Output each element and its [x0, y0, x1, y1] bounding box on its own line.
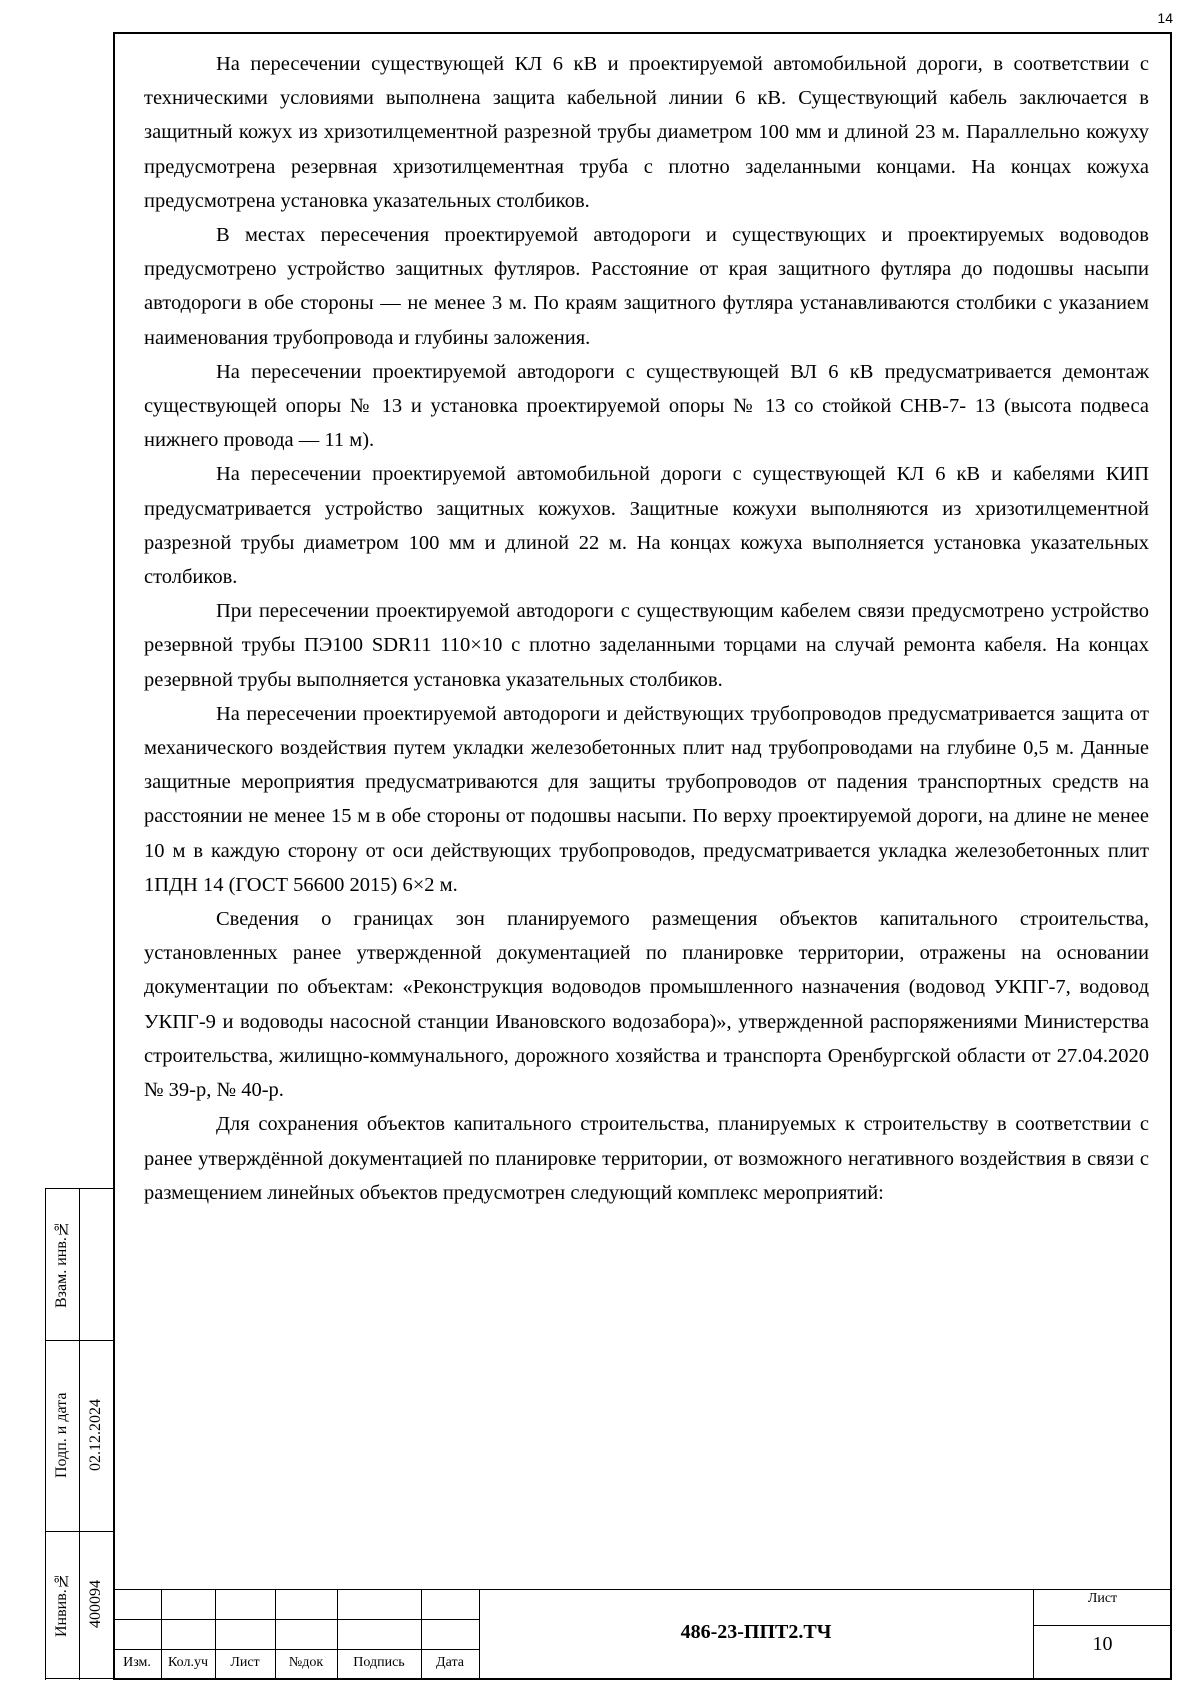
paragraph: В местах пересечения проектируемой автодороги и существующих и проектируемых водоводов предусмотрено устройство защитных футляров. Расстояние от края защитного футляра до подошвы насыпи автодороги в обе стороны — не менее 3 м. По краям защитного футляра устанавливаются столбики с указанием наименования трубопровода и глубины заложения. [144, 224, 1149, 349]
paragraph: При пересечении проектируемой автодороги с существующим кабелем связи предусмотрено устройство резервной трубы ПЭ100 SDR11 110×10 с плотно заделанными торцами на случай ремонта кабеля. На концах резервной трубы выполняется установка указательных столбиков. [144, 600, 1149, 691]
title-block-border [113, 1619, 479, 1620]
stamp-border [45, 1678, 113, 1679]
col-label-podpis: Подпись [353, 1655, 405, 1670]
sheet-label: Лист [1087, 1591, 1118, 1606]
col-label-ndok: №док [288, 1655, 324, 1670]
podp-date: 02.12.2024 [87, 1399, 104, 1472]
document-body [144, 47, 1149, 1210]
paragraph: На пересечении проектируемой автодороги с существующей ВЛ 6 кВ предусматривается демонтаж существующей опоры № 13 и установка проектируемой опоры № 13 со стойкой СНВ-7- 13 (высота подвеса нижнего провода — 11 м). [144, 360, 1149, 452]
inv-value: 400094 [87, 1580, 104, 1629]
paragraph: На пересечении проектируемой автодороги и действующих трубопроводов предусматривается защита от механического воздействия путем укладки железобетонных плит над трубопроводами на глубине 0,5 м. Данные защитные мероприятия предусматриваются для защиты трубопроводов от падения транспортных средств на расстоянии не менее 15 м в обе стороны от подошвы насыпи. По верху проектируемой дороги, на длине не менее 10 м в каждую сторону от оси действующих трубопроводов, предусматривается укладка железобетонных плит 1ПДН 14 (ГОСТ 56600 2015) 6×2 м. [144, 702, 1149, 896]
sheet-number: 10 [1092, 1633, 1113, 1655]
document-code: 486-23-ППТ2.ТЧ [680, 1621, 832, 1643]
side-stamp [45, 1188, 113, 1680]
col-label-list: Лист [230, 1655, 260, 1670]
paragraph: На пересечении существующей КЛ 6 кВ и проектируемой автомобильной дороги, в соответствии с техническими условиями выполнена защита кабельной линии 6 кВ. Существующий кабель заключается в защитный кожух из хризотилцементной разрезной трубы диаметром 100 мм и длиной 23 м. Параллельно кожуху предусмотрена резервная хризотилцементная труба с плотно заделанными концами. На концах кожуха предусмотрена установка указательных столбиков. [144, 53, 1149, 212]
vzam-label: Взам. инв.№ [53, 1220, 70, 1308]
vzam-value [79, 1188, 113, 1340]
podp-label: Подп. и дата [53, 1392, 70, 1479]
title-block-border [113, 1649, 479, 1650]
col-label-data: Дата [436, 1655, 464, 1670]
col-label-izm: Изм. [123, 1655, 151, 1670]
paragraph: Сведения о границах зон планируемого размещения объектов капитального строительства, установленных ранее утвержденной документацией по планировке территории, отражены на основании документации по объектам: «Реконструкция водоводов промышленного назначения (водовод УКПГ-7, водовод УКПГ-9 и водоводы насосной станции Ивановского водозабора)», утвержденной распоряжениями Министерства строительства, жилищно-коммунального, дорожного хозяйства и транспорта Оренбургской области от 27.04.2020 № 39-р, № 40-р. [144, 908, 1149, 1102]
title-block-border [1033, 1625, 1172, 1626]
title-block [113, 1589, 1172, 1680]
paragraph: На пересечении проектируемой автомобильной дороги с существующей КЛ 6 кВ и кабелями КИП предусматривается устройство защитных кожухов. Защитные кожухи выполняются из хризотилцементной разрезной трубы диаметром 100 мм и длиной 22 м. На концах кожуха выполняется установка указательных столбиков. [144, 463, 1149, 589]
page-number-corner: 14 [1157, 10, 1173, 26]
paragraph: Для сохранения объектов капитального строительства, планируемых к строительству в соответствии с ранее утверждённой документацией по планировке территории, от возможного негативного воздействия в связи с размещением линейных объектов предусмотрен следующий комплекс мероприятий: [144, 1113, 1149, 1204]
inv-label: Инвив.№ [53, 1572, 70, 1637]
title-block-border [113, 1589, 1172, 1590]
col-label-kol-uch: Кол.уч [168, 1655, 208, 1670]
